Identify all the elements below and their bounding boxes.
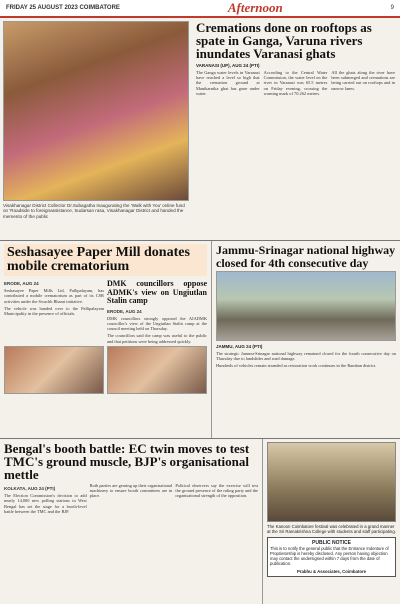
jk-headline: Jammu-Srinagar national highway closed for 4th consecutive day bbox=[216, 243, 396, 270]
bengal-paragraph-3: Political observers say the exercise will test the ground presence of the ruling party and the organisational strength of the opposition. bbox=[175, 483, 259, 499]
bengal-body bbox=[4, 483, 258, 514]
ad-photo bbox=[267, 442, 396, 522]
seshasayee-paragraph-2: The vehicle was handed over to the Pallipalayam Municipality in the presence of officials. bbox=[4, 305, 104, 317]
jk-paragraph-1: The strategic Jammu-Srinagar national highway remained closed for the fourth consecutive day on Thursday due to landslides and road damage. bbox=[216, 351, 396, 362]
bengal-paragraph-1: The Election Commission's decision to add nearly 14,000 new polling stations in West Bengal has set the stage for a booth-level battle between the TMC and the BJP. bbox=[4, 493, 87, 514]
page-number: 9 bbox=[390, 5, 394, 11]
dmk-headline: DMK councillors oppose ADMK's view on Ungiutlan Stalin camp bbox=[107, 279, 207, 305]
bengal-dateline: KOLKATA, AUG 24 (PTI) bbox=[4, 486, 56, 491]
ad-caption: The Kanoon Coimbatore festival was celebrated in a grand manner at the Sri Ramakrishna College with students and staff participating. bbox=[267, 524, 396, 534]
advertisement-block bbox=[262, 439, 400, 604]
jk-highway-photo bbox=[216, 271, 396, 341]
ganga-headline: Cremations done on rooftops as spate in Ganga, Varuna rivers inundates Varanasi ghats bbox=[196, 20, 372, 61]
ganga-body bbox=[196, 70, 395, 96]
lead-photo-block bbox=[0, 18, 192, 240]
seshasayee-photo bbox=[4, 346, 104, 394]
seshasayee-article bbox=[0, 241, 212, 438]
notice-body: This is to notify the general public that the Entrance Indenture of Proprietorship is hereby disclosed. Any person having objection may contact the undersigned within 7 days from the date of publication. bbox=[270, 546, 389, 566]
notice-footer: Prabhu & Associates, Coimbatore bbox=[296, 568, 367, 574]
masthead bbox=[0, 0, 400, 18]
dmk-paragraph-1: DMK councillors strongly opposed the AIADMK councillor's view of the Ungiutlan Stalin camp at the council meeting held on Thursday. bbox=[107, 315, 207, 332]
lead-photo-caption: Visakhanagar District Collector Dr.Subagatha Inaugurating the 'Walk with You' online fund on 'Roadside to foreignassistance, Sudarsan rasa, Visakhanagar District and handed the memento of the public bbox=[3, 203, 185, 219]
ganga-paragraph-3: All the ghats along the river have been submerged and cremations are being carried out on rooftops and in narrow lanes. bbox=[331, 70, 396, 91]
jk-dateline: JAMMU, AUG 24 (PTI) bbox=[216, 344, 263, 349]
seshasayee-photos bbox=[4, 344, 207, 396]
dmk-paragraph-2: The councillors said the camp was useful to the public and that petitions were being addressed quickly. bbox=[107, 333, 207, 344]
public-notice bbox=[267, 537, 396, 577]
issue-date: FRIDAY 25 AUGUST 2023 COIMBATORE bbox=[6, 5, 120, 11]
bottom-section bbox=[0, 438, 400, 604]
ganga-paragraph-1: The Ganga water levels in Varanasi have reached a level so high that the cremation ground at Manikarnika ghat has gone under water. bbox=[196, 70, 260, 96]
newspaper-brand: Afternoon bbox=[227, 0, 283, 15]
seshasayee-dateline: ERODE, AUG 24 bbox=[4, 281, 39, 286]
bengal-paragraph-2: Both parties are gearing up their organisational machinery to ensure booth committees are in place. bbox=[89, 483, 173, 499]
ganga-dateline: VARANASI (UP), AUG 24 (PTI) bbox=[196, 63, 260, 68]
ganga-article bbox=[192, 18, 400, 240]
bengal-headline: Bengal's booth battle: EC twin moves to test TMC's ground muscle, BJP's organisational mettle bbox=[4, 441, 250, 482]
bengal-article bbox=[0, 439, 262, 604]
top-section bbox=[0, 18, 400, 240]
seshasayee-headline: Seshasayee Paper Mill donates mobile crematorium bbox=[7, 245, 190, 274]
notice-title: PUBLIC NOTICE bbox=[312, 540, 351, 546]
jk-article bbox=[212, 241, 400, 438]
lead-photo bbox=[3, 21, 189, 201]
dmk-article bbox=[107, 278, 207, 344]
dmk-dateline: ERODE, AUG 24 bbox=[107, 308, 142, 314]
middle-section bbox=[0, 240, 400, 438]
dmk-photo bbox=[107, 346, 207, 394]
ganga-paragraph-2: According to the Central Water Commission, the water level on the river in Varanasi was 65.5 metres on Friday evening, crossing the warning mark of 70.262 metres. bbox=[263, 70, 328, 96]
jk-paragraph-2: Hundreds of vehicles remain stranded as restoration work continues in the Ramban district. bbox=[216, 363, 377, 369]
seshasayee-paragraph-1: Seshasayee Paper Mills Ltd, Pallipalayam, has contributed a mobile crematorium as part of its CSR activities under the Swachh Bharat initiative. bbox=[4, 288, 104, 304]
